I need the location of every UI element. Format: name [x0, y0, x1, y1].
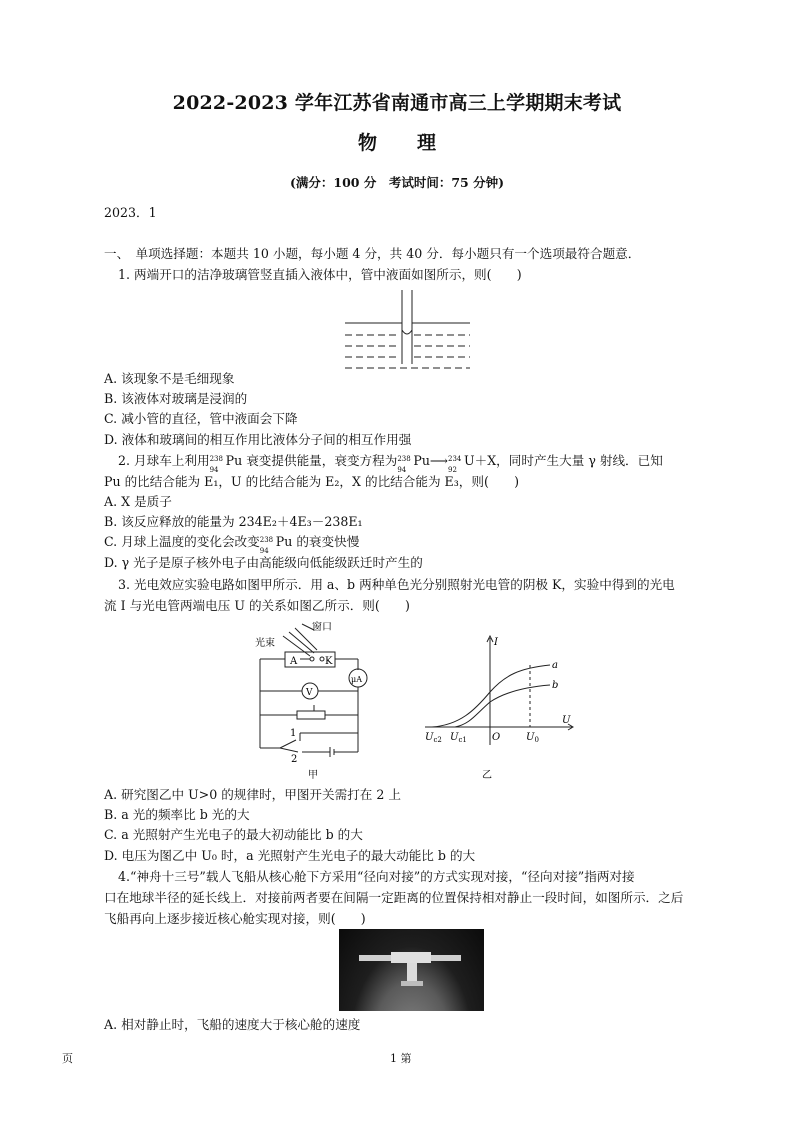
q2-line1: [118, 452, 663, 474]
exam-title: 2022-2023 学年江苏省南通市高三上学期期末考试: [172, 92, 622, 114]
circuit-figure: [250, 618, 380, 783]
exam-date: 2023．1: [104, 205, 157, 220]
q2-text-c: Pu⟶: [413, 453, 448, 468]
uc2-label: $U_{c2}$: [425, 732, 442, 744]
q2-option-a: A. X 是质子: [104, 494, 172, 509]
q3-line2: 流 I 与光电管两端电压 U 的关系如图乙所示．则( ): [104, 598, 410, 613]
switch-pos-1: 1: [290, 728, 297, 739]
q2-option-c: C. 月球上温度的变化会改变 238 94 Pu 的衰变快慢: [104, 534, 360, 555]
q2-text-b: Pu 衰变提供能量，衰变方程为: [225, 453, 398, 468]
voltmeter-label: V: [306, 688, 313, 698]
iu-graph-figure: [420, 630, 580, 780]
q4-option-a: A. 相对静止时，飞船的速度大于核心舱的速度: [104, 1017, 361, 1032]
q2-line2: Pu 的比结合能为 E₁，U 的比结合能为 E₂，X 的比结合能为 E₃，则( ): [104, 474, 519, 489]
pu-nuclide-3: 238 94: [259, 535, 274, 555]
curve-b-label: b: [552, 680, 559, 691]
axis-i-label: I: [494, 637, 498, 648]
q1-option-d: D. 液体和玻璃间的相互作用比液体分子间的相互作用强: [104, 432, 412, 447]
q1-option-a: A. 该现象不是毛细现象: [104, 371, 235, 386]
q2-text-a: 2. 月球车上利用: [118, 453, 210, 468]
pu-nuclide-2: 238 94: [397, 454, 411, 474]
figure-jia-label: 甲: [308, 770, 318, 781]
u-nuclide: 234 92: [447, 454, 462, 474]
space-station-photo: [339, 929, 484, 1011]
capillary-tube-figure: [340, 290, 475, 376]
u0-label: $U_0$: [526, 732, 539, 744]
anode-label: A: [290, 656, 298, 667]
q4-line3: 飞船再向上逐步接近核心舱实现对接，则( ): [104, 911, 366, 926]
q1-option-c: C. 减小管的直径，管中液面会下降: [104, 411, 298, 426]
q4-line1: 4.“神舟十三号”载人飞船从核心舱下方采用“径向对接”的方式实现对接，“径向对接”指两对接: [118, 869, 635, 884]
uc1-label: $U_{c1}$: [450, 732, 467, 744]
microammeter-label: μA: [351, 675, 362, 684]
window-label: 窗口: [312, 622, 332, 633]
switch-pos-2: 2: [291, 754, 298, 765]
q2-option-b: B. 该反应释放的能量为 234E₂＋4E₃－238E₁: [104, 514, 363, 529]
q2-option-d: D. γ 光子是原子核外电子由高能级向低能级跃迁时产生的: [104, 555, 423, 570]
curve-a-label: a: [552, 660, 558, 671]
q3-option-b: B. a 光的频率比 b 光的大: [104, 807, 250, 822]
axis-u-label: U: [562, 715, 571, 726]
subject-title: 物理: [357, 132, 476, 154]
q4-line2: 口在地球半径的延长线上．对接前两者要在间隔一定距离的位置保持相对静止一段时间，如图所示．之后: [104, 890, 684, 905]
q1-option-b: B. 该液体对玻璃是浸润的: [104, 391, 248, 406]
cathode-label: K: [325, 656, 333, 667]
space-station-illustration: [339, 929, 484, 1011]
origin-label: O: [492, 732, 501, 743]
q2-text-d: U＋X，同时产生大量 γ 射线．已知: [464, 453, 663, 468]
footer-left: 页: [62, 1052, 73, 1065]
q1-stem: 1. 两端开口的洁净玻璃管竖直插入液体中，管中液面如图所示，则( ): [118, 267, 522, 282]
q3-option-a: A. 研究图乙中 U>0 的规律时，甲图开关需打在 2 上: [104, 787, 401, 802]
section-heading: 一、 单项选择题：本题共 10 小题，每小题 4 分，共 40 分．每小题只有一个选项最符合题意．: [104, 246, 641, 261]
pu-nuclide: 238 94: [209, 454, 223, 474]
q3-line1: 3. 光电效应实验电路如图甲所示．用 a、b 两种单色光分别照射光电管的阴极 K，实验中得到的光电: [118, 577, 675, 592]
exam-meta: (满分：100 分 考试时间：75 分钟): [289, 175, 505, 190]
figure-yi-label: 乙: [482, 770, 492, 780]
beam-label: 光束: [255, 638, 275, 649]
q3-option-d: D. 电压为图乙中 U₀ 时，a 光照射产生光电子的最大动能比 b 的大: [104, 848, 476, 863]
page-number: 1 第: [390, 1052, 412, 1065]
q3-option-c: C. a 光照射产生光电子的最大初动能比 b 的大: [104, 827, 363, 842]
